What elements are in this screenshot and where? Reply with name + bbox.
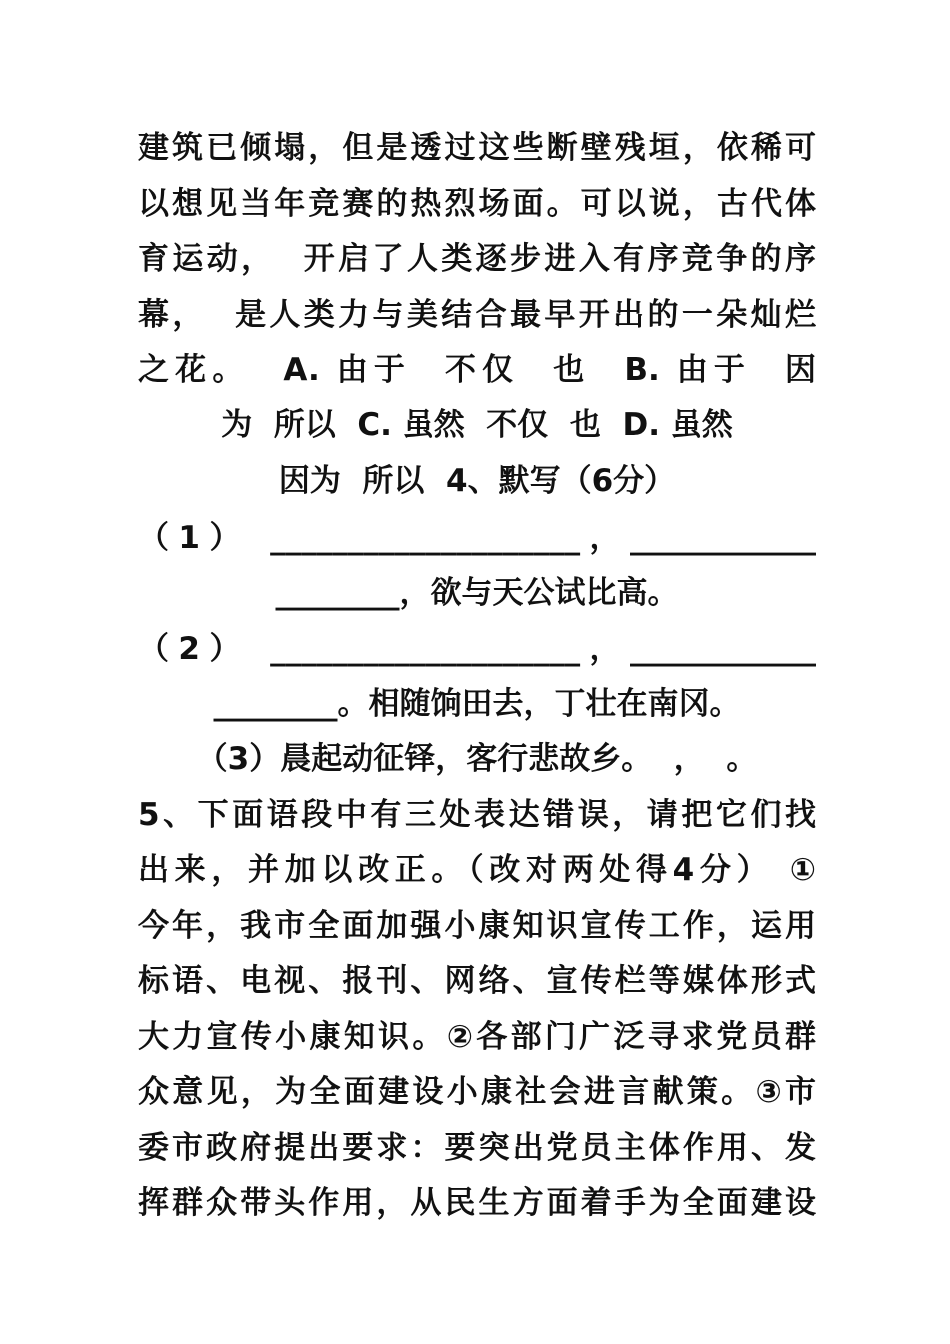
blank-line-2b: ________。相随饷田去，丁壮在南冈。 <box>213 686 741 722</box>
text-line-12: （3）晨起动征铎，客行悲故乡。 ， 。 <box>196 741 758 777</box>
blank-line-1b: ________，欲与天公试比高。 <box>275 575 679 611</box>
text-line-2: 以想见当年竞赛的热烈场面。可以说，古代体 <box>138 186 816 222</box>
text-line-4: 幕， 是人类力与美结合最早开出的一朵灿烂 <box>138 297 816 333</box>
text-line-5: 之花。 A. 由于 不仅 也 B. 由于 因 <box>138 352 816 388</box>
text-line-7: 因为 所以 4、默写（6分） <box>278 463 676 499</box>
text-line-3: 育运动， 开启了人类逐步进入有序竞争的序 <box>138 241 816 277</box>
text-line-16: 标语、电视、报刊、网络、宣传栏等媒体形式 <box>138 963 816 999</box>
text-line-14: 出来，并加以改正。（改对两处得4分） ① <box>138 852 816 888</box>
text-line-1: 建筑已倾塌，但是透过这些断壁残垣，依稀可 <box>138 130 816 166</box>
text-line-20: 挥群众带头作用，从民生方面着手为全面建设 <box>138 1185 816 1221</box>
text-line-15: 今年，我市全面加强小康知识宣传工作，运用 <box>138 908 816 944</box>
text-line-19: 委市政府提出要求：要突出党员主体作用、发 <box>138 1130 816 1166</box>
text-line-6: 为 所以 C. 虽然 不仅 也 D. 虽然 <box>221 407 733 443</box>
text-line-18: 众意见，为全面建设小康社会进言献策。③市 <box>138 1074 816 1110</box>
text-line-17: 大力宣传小康知识。②各部门广泛寻求党员群 <box>138 1019 816 1055</box>
blank-line-1a: （1） ____________________，____________ <box>138 520 816 556</box>
blank-line-2a: （2） ____________________，____________ <box>138 631 816 667</box>
text-line-13: 5、下面语段中有三处表达错误，请把它们找 <box>138 797 816 833</box>
